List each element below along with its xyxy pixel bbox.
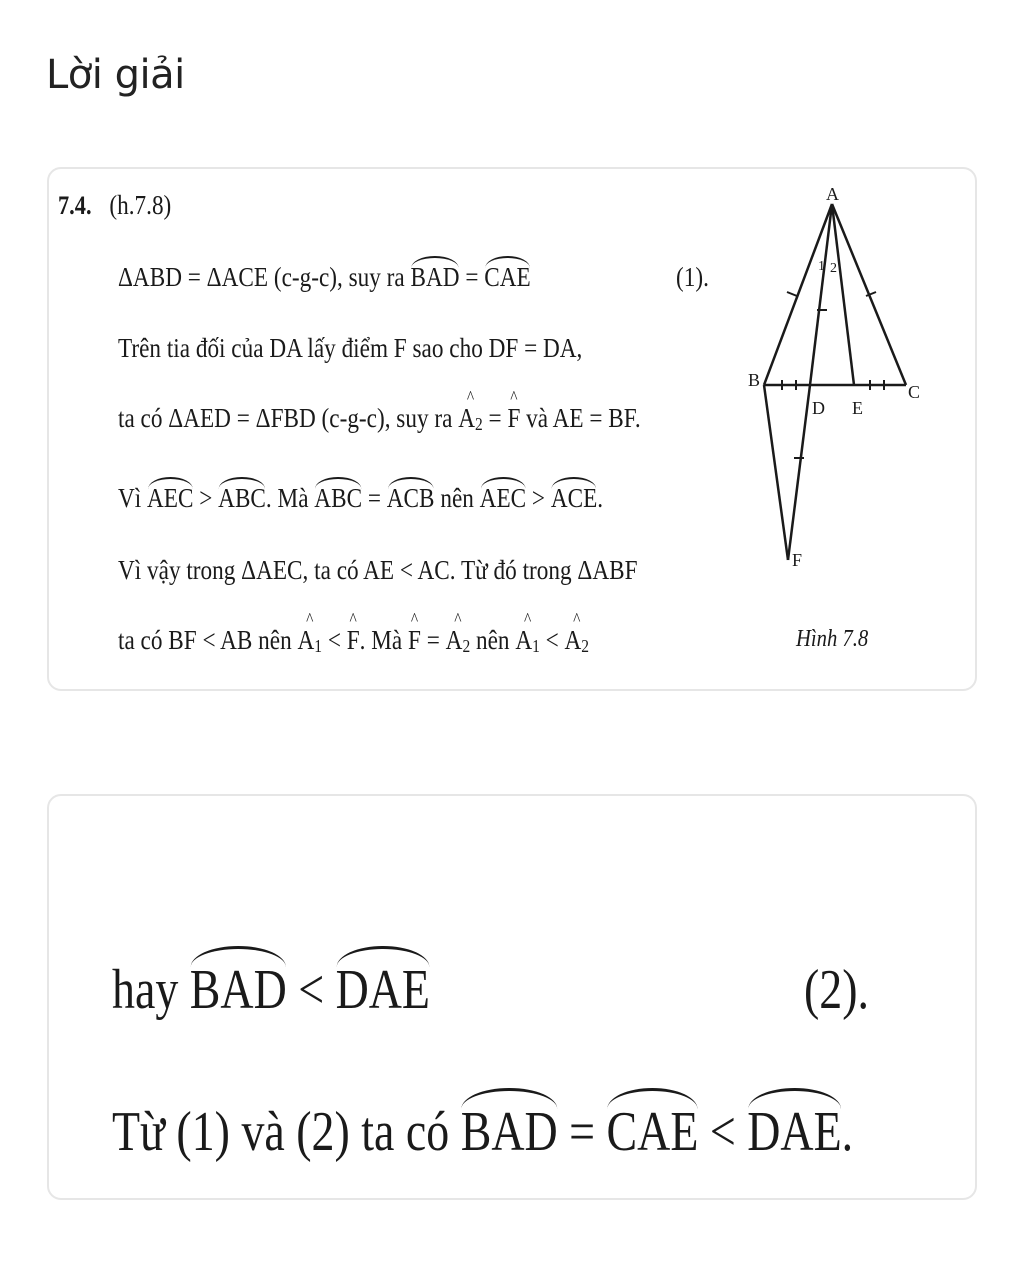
solution-line-3 — [118, 403, 641, 435]
solution-line-1 — [118, 262, 531, 293]
line-text: nên — [434, 483, 480, 513]
line-text: . Mà — [359, 625, 409, 655]
angle-cae: CAE — [606, 1101, 699, 1163]
line-text: Từ (1) và (2) ta có — [112, 1101, 461, 1163]
figure-reference: (h.7.8) — [109, 190, 172, 220]
angle-bad: BAD — [189, 959, 287, 1021]
angle-abc: ABC — [314, 483, 363, 513]
line-text: < — [286, 959, 336, 1021]
angle-a1: ^ $A_1$ — [515, 625, 540, 657]
equation-tag-1: (1). — [676, 262, 709, 292]
angle-label-1: 1 — [818, 259, 825, 274]
point-label-d: D — [812, 398, 825, 418]
conclusion-line-2 — [112, 1100, 853, 1164]
line-text: và AE = BF. — [520, 403, 641, 433]
line-text: > — [193, 483, 219, 513]
point-label-e: E — [852, 398, 863, 418]
angle-abc: ABC — [218, 483, 266, 513]
equal-tick-marks — [782, 292, 884, 458]
line-text: ΔABD = ΔACE (c-g-c), suy ra — [118, 262, 411, 292]
solution-line-6 — [118, 625, 589, 657]
angle-a2: ^ $A_2$ — [565, 625, 590, 657]
solution-line-5: Vì vậy trong ΔAEC, ta có AE < AC. Từ đó trong ΔABF — [118, 555, 638, 585]
angle-dae: DAE — [747, 1101, 842, 1163]
angle-f: ^ F — [507, 403, 520, 434]
equation-tag-2: (2). — [804, 959, 870, 1021]
point-label-f: F — [792, 550, 803, 570]
line-text: . Mà — [265, 483, 315, 513]
figure-caption: Hình 7.8 — [796, 626, 869, 652]
line-text: < — [322, 625, 347, 655]
angle-bad: BAD — [460, 1101, 558, 1163]
exercise-header — [58, 190, 171, 221]
angle-aec: AEC — [479, 483, 527, 513]
angle-label-2: 2 — [830, 261, 837, 276]
line-text: Vì — [118, 483, 148, 513]
line-text: = — [557, 1101, 607, 1163]
line-text: = — [362, 483, 387, 513]
angle-aec: AEC — [147, 483, 194, 513]
angle-a2: ^ $A_2$ — [458, 403, 483, 435]
angle-dae: DAE — [335, 959, 430, 1021]
angle-f: ^ F — [347, 625, 360, 656]
angle-a2: ^ $A_2$ — [446, 625, 471, 657]
line-text: ta có BF < AB nên — [118, 625, 298, 655]
angle-acb: ACB — [386, 483, 435, 513]
geometry-figure — [748, 180, 938, 580]
angle-a1: ^ $A_1$ — [298, 625, 323, 657]
angle-cae: CAE — [484, 262, 531, 292]
line-text: . — [597, 483, 604, 513]
line-text: > — [526, 483, 551, 513]
solution-line-4 — [118, 483, 603, 514]
line-text: < — [698, 1101, 748, 1163]
exercise-number: 7.4. — [58, 191, 92, 220]
line-text: . — [841, 1101, 854, 1163]
solution-line-2: Trên tia đối của DA lấy điểm F sao cho DF = DA, — [118, 333, 583, 363]
line-text: = — [459, 262, 485, 292]
angle-bad: BAD — [410, 262, 460, 292]
angle-ace: ACE — [550, 483, 598, 513]
line-text: = — [482, 403, 508, 433]
angle-f: ^ F — [408, 625, 421, 656]
line-text: < — [539, 625, 565, 655]
conclusion-line-1 — [112, 958, 430, 1022]
line-text: = — [420, 625, 446, 655]
line-text: ta có ΔAED = ΔFBD (c-g-c), suy ra — [118, 403, 459, 433]
point-label-b: B — [748, 370, 761, 390]
point-label-c: C — [908, 382, 921, 402]
page-title: Lời giải — [46, 52, 185, 98]
line-text: hay — [112, 959, 190, 1021]
point-label-a: A — [826, 184, 839, 204]
line-text: nên — [470, 625, 516, 655]
